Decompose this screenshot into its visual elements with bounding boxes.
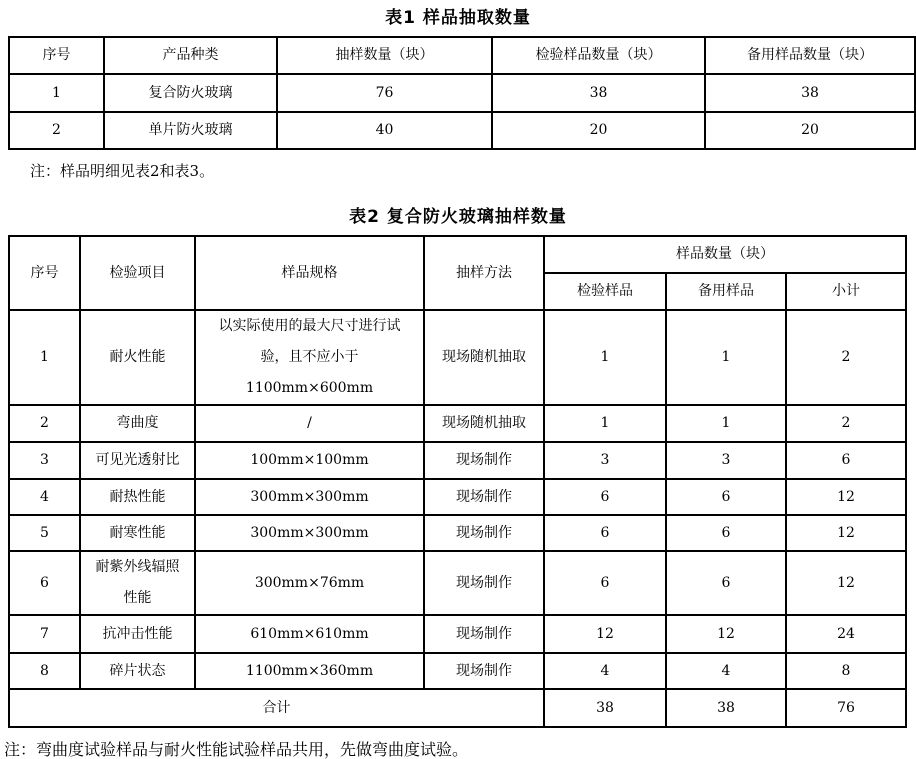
cell-spare-sample: 4 bbox=[666, 653, 786, 689]
cell-sampling-method: 现场制作 bbox=[424, 653, 544, 689]
table2-subheader-test-sample: 检验样品 bbox=[544, 273, 666, 310]
table2-title: 表2 复合防火玻璃抽样数量 bbox=[349, 207, 567, 227]
cell-test-sample: 4 bbox=[544, 653, 666, 689]
table1-header-seq: 序号 bbox=[9, 37, 104, 74]
cell-test-item: 弯曲度 bbox=[80, 405, 195, 442]
cell-test-item: 耐热性能 bbox=[80, 479, 195, 515]
cell-test-sample: 6 bbox=[544, 551, 666, 615]
cell-test-item: 耐火性能 bbox=[80, 310, 195, 405]
cell-seq: 7 bbox=[9, 615, 80, 653]
table2-header-row-top bbox=[9, 236, 906, 273]
cell-subtotal: 2 bbox=[786, 310, 906, 405]
table1-cell-spare-sample-qty: 38 bbox=[705, 74, 915, 112]
table2-header-sample-spec: 样品规格 bbox=[195, 236, 424, 310]
cell-sampling-method: 现场制作 bbox=[424, 479, 544, 515]
cell-test-sample: 6 bbox=[544, 515, 666, 551]
cell-subtotal: 8 bbox=[786, 653, 906, 689]
cell-test-sample: 1 bbox=[544, 310, 666, 405]
total-test-sample: 38 bbox=[544, 689, 666, 727]
table1-row bbox=[9, 112, 915, 149]
cell-spare-sample: 1 bbox=[666, 405, 786, 442]
table2-subheader-subtotal: 小计 bbox=[786, 273, 906, 310]
cell-sampling-method: 现场制作 bbox=[424, 615, 544, 653]
cell-spare-sample: 12 bbox=[666, 615, 786, 653]
table2-header-seq: 序号 bbox=[9, 236, 80, 310]
table2-row bbox=[9, 653, 906, 689]
cell-sampling-method: 现场制作 bbox=[424, 442, 544, 479]
cell-spare-sample: 3 bbox=[666, 442, 786, 479]
table2-composite-glass-sampling bbox=[8, 235, 907, 728]
table2-header-sample-qty-group: 样品数量（块） bbox=[544, 236, 906, 273]
table1-note: 注：样品明细见表2和表3。 bbox=[30, 162, 215, 180]
cell-subtotal: 2 bbox=[786, 405, 906, 442]
cell-sample-spec: / bbox=[195, 405, 424, 442]
cell-subtotal: 24 bbox=[786, 615, 906, 653]
table1-cell-product-type: 复合防火玻璃 bbox=[104, 74, 277, 112]
cell-sample-spec: 300mm×76mm bbox=[195, 551, 424, 615]
cell-seq: 5 bbox=[9, 515, 80, 551]
table1-title: 表1 样品抽取数量 bbox=[385, 8, 531, 28]
cell-seq: 6 bbox=[9, 551, 80, 615]
cell-spare-sample: 6 bbox=[666, 479, 786, 515]
total-label: 合计 bbox=[9, 689, 544, 727]
total-subtotal: 76 bbox=[786, 689, 906, 727]
cell-sample-spec: 100mm×100mm bbox=[195, 442, 424, 479]
table2-row bbox=[9, 310, 906, 405]
cell-test-item: 耐寒性能 bbox=[80, 515, 195, 551]
table2-row bbox=[9, 551, 906, 615]
table2-total-row bbox=[9, 689, 906, 727]
table1-cell-test-sample-qty: 38 bbox=[492, 74, 705, 112]
table1-cell-sampling-qty: 76 bbox=[277, 74, 492, 112]
total-spare-sample: 38 bbox=[666, 689, 786, 727]
table1-sample-extraction bbox=[8, 36, 916, 150]
cell-sample-spec: 300mm×300mm bbox=[195, 515, 424, 551]
table1-cell-test-sample-qty: 20 bbox=[492, 112, 705, 149]
cell-seq: 3 bbox=[9, 442, 80, 479]
cell-sample-spec: 610mm×610mm bbox=[195, 615, 424, 653]
cell-spare-sample: 6 bbox=[666, 515, 786, 551]
table1-cell-product-type: 单片防火玻璃 bbox=[104, 112, 277, 149]
cell-test-item: 碎片状态 bbox=[80, 653, 195, 689]
cell-sampling-method: 现场制作 bbox=[424, 515, 544, 551]
table2-row bbox=[9, 442, 906, 479]
cell-seq: 1 bbox=[9, 310, 80, 405]
cell-test-sample: 12 bbox=[544, 615, 666, 653]
cell-sample-spec: 300mm×300mm bbox=[195, 479, 424, 515]
table1-header-sampling-qty: 抽样数量（块） bbox=[277, 37, 492, 74]
cell-seq: 8 bbox=[9, 653, 80, 689]
table1-cell-seq: 1 bbox=[9, 74, 104, 112]
cell-sampling-method: 现场制作 bbox=[424, 551, 544, 615]
table1-header-product-type: 产品种类 bbox=[104, 37, 277, 74]
table2-row bbox=[9, 515, 906, 551]
table1-header-test-sample-qty: 检验样品数量（块） bbox=[492, 37, 705, 74]
table2-subheader-spare-sample: 备用样品 bbox=[666, 273, 786, 310]
cell-sampling-method: 现场随机抽取 bbox=[424, 405, 544, 442]
table2-header-sampling-method: 抽样方法 bbox=[424, 236, 544, 310]
cell-seq: 2 bbox=[9, 405, 80, 442]
table1-header-row bbox=[9, 37, 915, 74]
table2-row bbox=[9, 615, 906, 653]
table2-row bbox=[9, 405, 906, 442]
cell-sample-spec: 1100mm×360mm bbox=[195, 653, 424, 689]
cell-test-item: 抗冲击性能 bbox=[80, 615, 195, 653]
cell-sample-spec: 以实际使用的最大尺寸进行试验，且不应小于1100mm×600mm bbox=[195, 310, 424, 405]
cell-sampling-method: 现场随机抽取 bbox=[424, 310, 544, 405]
cell-seq: 4 bbox=[9, 479, 80, 515]
table1-cell-seq: 2 bbox=[9, 112, 104, 149]
table2-note: 注：弯曲度试验样品与耐火性能试验样品共用，先做弯曲度试验。 bbox=[4, 740, 469, 759]
cell-subtotal: 6 bbox=[786, 442, 906, 479]
table1-cell-spare-sample-qty: 20 bbox=[705, 112, 915, 149]
cell-subtotal: 12 bbox=[786, 515, 906, 551]
cell-test-item: 耐紫外线辐照性能 bbox=[80, 551, 195, 615]
cell-subtotal: 12 bbox=[786, 551, 906, 615]
table2-row bbox=[9, 479, 906, 515]
table1-cell-sampling-qty: 40 bbox=[277, 112, 492, 149]
cell-test-sample: 1 bbox=[544, 405, 666, 442]
cell-spare-sample: 6 bbox=[666, 551, 786, 615]
cell-test-item: 可见光透射比 bbox=[80, 442, 195, 479]
table1-row bbox=[9, 74, 915, 112]
cell-spare-sample: 1 bbox=[666, 310, 786, 405]
cell-test-sample: 3 bbox=[544, 442, 666, 479]
table2-header-test-item: 检验项目 bbox=[80, 236, 195, 310]
cell-test-sample: 6 bbox=[544, 479, 666, 515]
table1-header-spare-sample-qty: 备用样品数量（块） bbox=[705, 37, 915, 74]
cell-subtotal: 12 bbox=[786, 479, 906, 515]
